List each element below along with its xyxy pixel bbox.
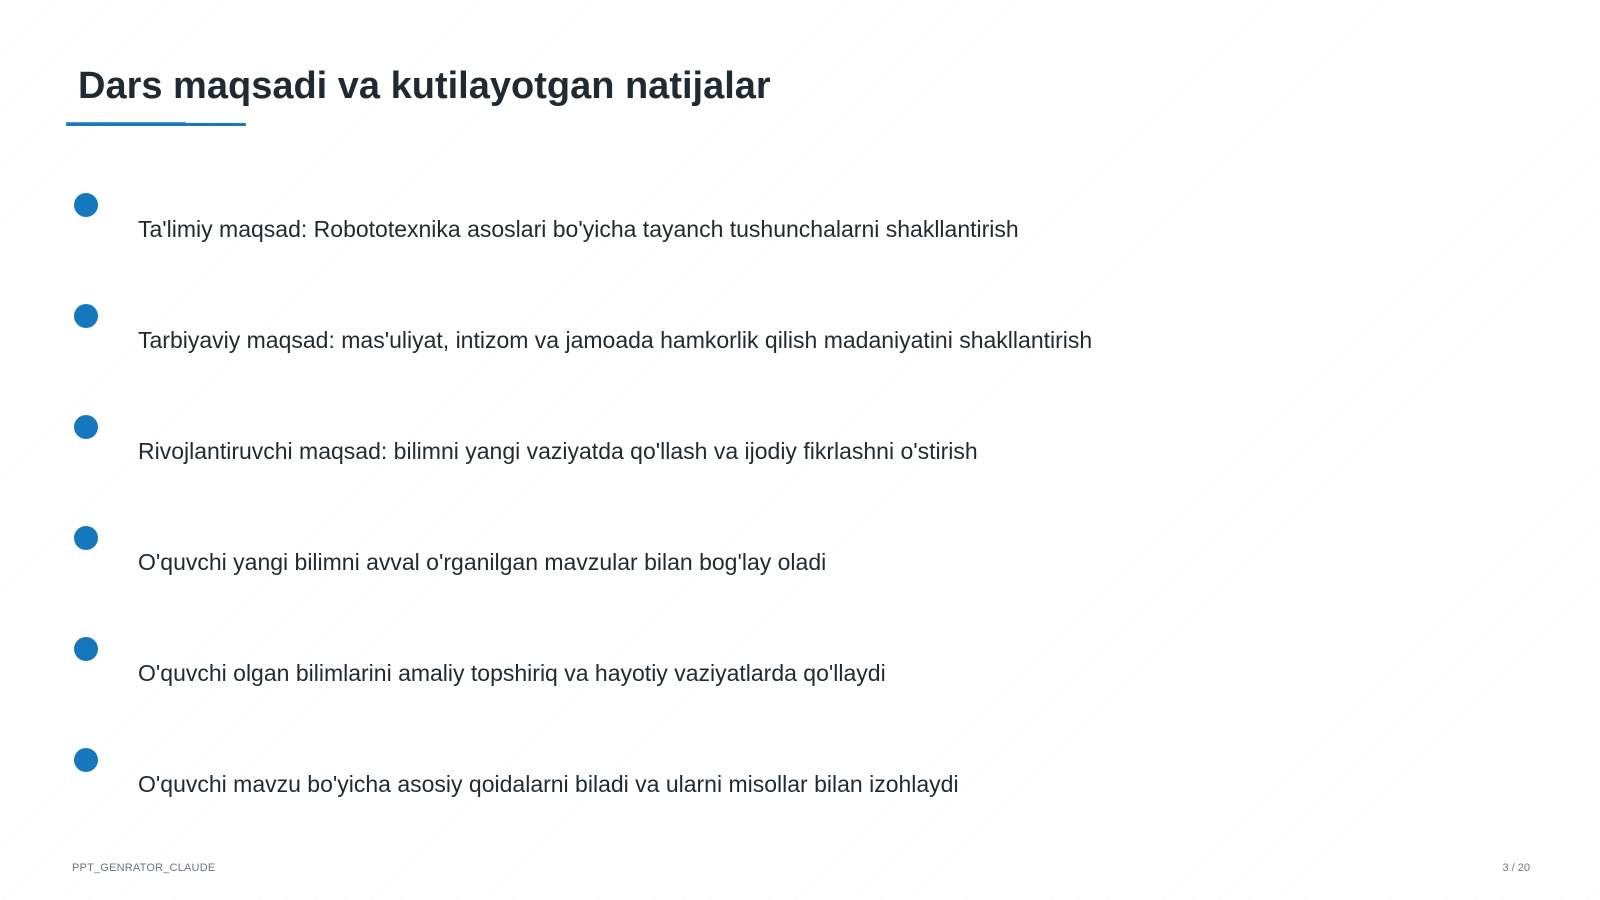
bullet-text: Tarbiyaviy maqsad: mas'uliyat, intizom va jamoada hamkorlik qilish madaniyatini shakllantirish (138, 327, 1093, 353)
bullet-item (0, 637, 1600, 717)
bullet-dot-icon (74, 748, 98, 772)
bullet-item (0, 193, 1600, 273)
bullet-text: O'quvchi olgan bilimlarini amaliy topshiriq va hayotiy vaziyatlarda qo'llaydi (138, 660, 886, 686)
bullet-text: O'quvchi yangi bilimni avval o'rganilgan mavzular bilan bog'lay oladi (138, 549, 827, 575)
bullet-item (0, 415, 1600, 495)
slide-title: Dars maqsadi va kutilayotgan natijalar (78, 65, 771, 107)
bullet-text: Rivojlantiruvchi maqsad: bilimni yangi vaziyatda qo'llash va ijodiy fikrlashni o'stirish (138, 438, 978, 464)
page-indicator: 3 / 20 (1502, 862, 1530, 874)
bullet-item (0, 526, 1600, 606)
bullet-item (0, 748, 1600, 828)
bullet-dot-icon (74, 415, 98, 439)
bullet-text: O'quvchi mavzu bo'yicha asosiy qoidalarni biladi va ularni misollar bilan izohlaydi (138, 771, 959, 797)
bullet-item (0, 304, 1600, 384)
bullet-dot-icon (74, 526, 98, 550)
bullet-dot-icon (74, 304, 98, 328)
bullet-dot-icon (74, 193, 98, 217)
footer-source: PPT_GENRATOR_CLAUDE (72, 862, 216, 874)
bullet-dot-icon (74, 637, 98, 661)
bullet-text: Ta'limiy maqsad: Robototexnika asoslari bo'yicha tayanch tushunchalarni shakllantirish (138, 216, 1019, 242)
